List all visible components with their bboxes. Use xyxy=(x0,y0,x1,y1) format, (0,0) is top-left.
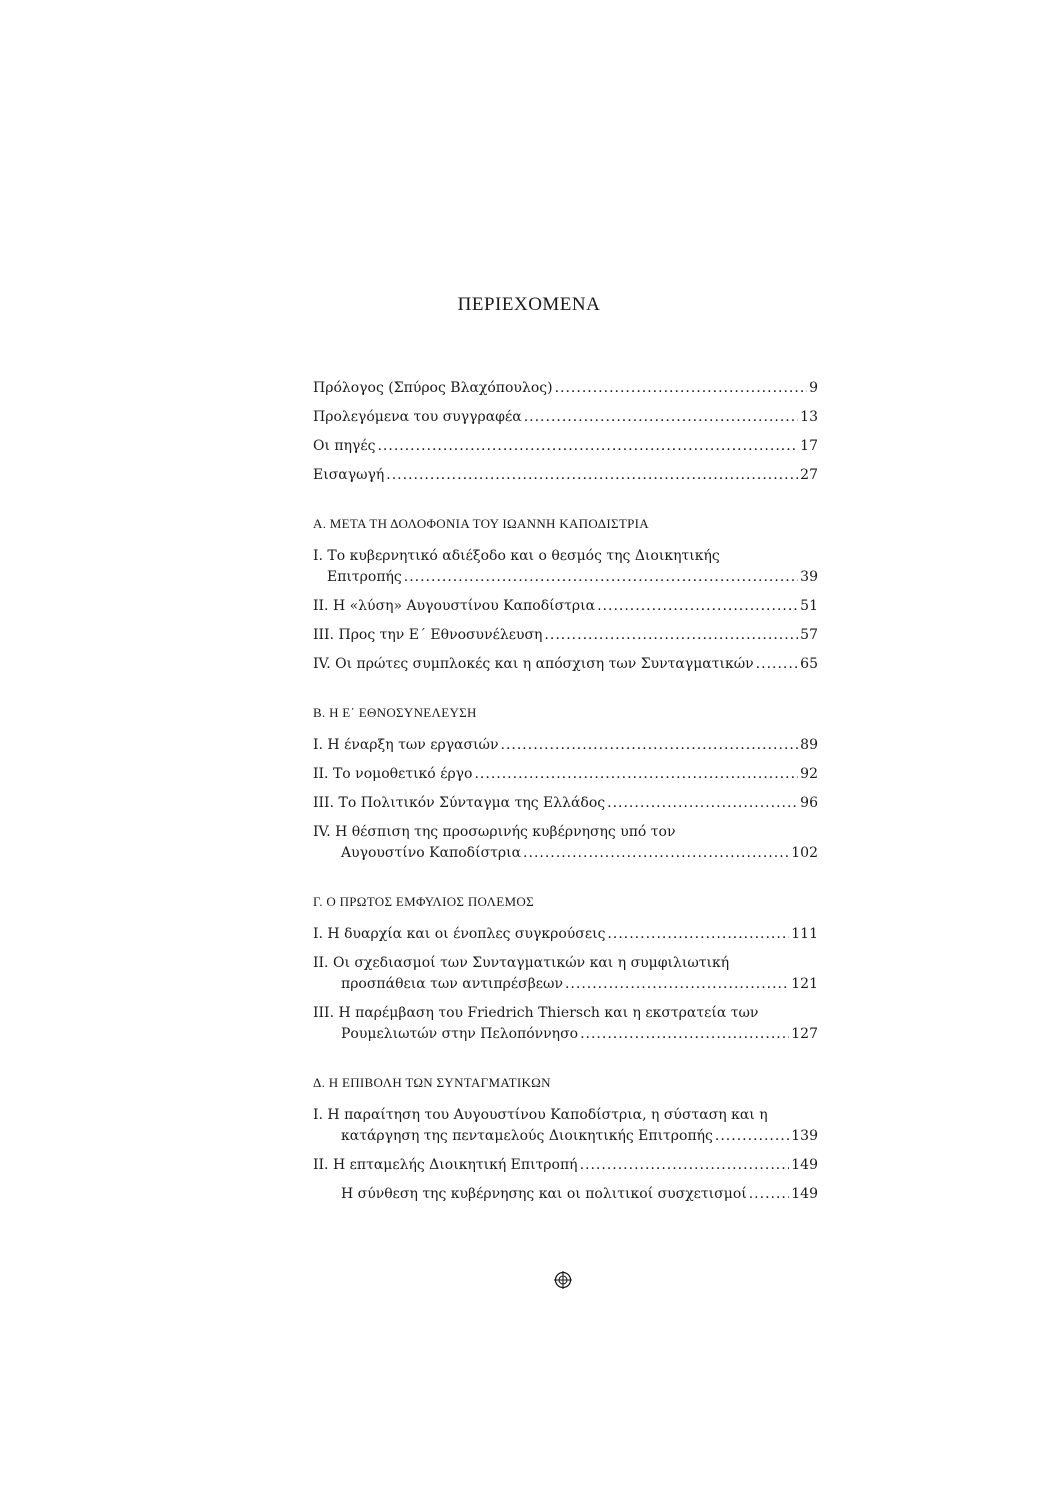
toc-entry[interactable] xyxy=(313,1105,818,1147)
toc-entry[interactable] xyxy=(313,1184,818,1205)
table-of-contents xyxy=(313,378,818,1213)
toc-entry-title: Ρουμελιωτών στην Πελοπόννησο xyxy=(341,1026,579,1042)
toc-entry[interactable] xyxy=(313,1155,818,1176)
page-number: 127 xyxy=(791,1026,818,1042)
page-number: 96 xyxy=(800,795,818,811)
page-number: 89 xyxy=(800,737,818,753)
dot-leader xyxy=(715,1126,789,1147)
toc-entry[interactable] xyxy=(313,625,818,646)
toc-entry-title: ΙΙ. Το νομοθετικό έργο xyxy=(313,766,473,782)
dot-leader xyxy=(386,465,798,486)
toc-entry-title: κατάργηση της πενταμελούς Διοικητικής Επιτροπής xyxy=(341,1128,713,1144)
dot-leader xyxy=(756,654,799,675)
toc-entry-title: ΙΙΙ. Το Πολιτικόν Σύνταγμα της Ελλάδος xyxy=(313,795,606,811)
toc-entry-title: Εισαγωγή xyxy=(313,467,385,483)
toc-entry[interactable] xyxy=(313,407,818,428)
toc-entry-title: Ι. Η παραίτηση του Αυγουστίνου Καποδίστρια, η σύσταση και η xyxy=(313,1107,768,1123)
page-title: ΠΕΡΙΕΧΟΜΕΝΑ xyxy=(457,294,601,315)
dot-leader xyxy=(607,793,798,814)
page-number: 121 xyxy=(791,976,818,992)
toc-entry[interactable] xyxy=(313,924,818,945)
toc-entry[interactable] xyxy=(313,793,818,814)
toc-entry[interactable] xyxy=(313,1003,818,1045)
toc-entry[interactable] xyxy=(313,378,818,399)
toc-entry[interactable] xyxy=(313,822,818,864)
page-number: 39 xyxy=(800,569,818,585)
page-number: 139 xyxy=(791,1128,818,1144)
toc-entry-title: ΙΙΙ. Προς την Ε΄ Εθνοσυνέλευση xyxy=(313,627,543,643)
dot-leader xyxy=(580,1024,789,1045)
page-number: 102 xyxy=(791,845,818,861)
page-number: 17 xyxy=(800,438,818,454)
dot-leader xyxy=(597,596,798,617)
toc-entry-title: Η σύνθεση της κυβέρνησης και οι πολιτικοί συσχετισμοί xyxy=(341,1186,747,1202)
toc-entry[interactable] xyxy=(313,735,818,756)
section-heading: Β. Η Ε΄ ΕΘΝΟΣΥΝΕΛΕΥΣΗ xyxy=(313,705,477,720)
page-number: 13 xyxy=(800,409,818,425)
toc-entry[interactable] xyxy=(313,465,818,486)
dot-leader xyxy=(523,843,789,864)
toc-entry-title: Ι. Η έναρξη των εργασιών xyxy=(313,737,499,753)
toc-entry[interactable] xyxy=(313,546,818,588)
toc-entry-title: ΙV. Η θέσπιση της προσωρινής κυβέρνησης υπό τον xyxy=(313,824,676,840)
dot-leader xyxy=(474,764,798,785)
toc-entry-title: ΙΙΙ. Η παρέμβαση του Friedrich Thiersch και η εκστρατεία των xyxy=(313,1005,759,1021)
toc-entry-title: Ι. Η δυαρχία και οι ένοπλες συγκρούσεις xyxy=(313,926,606,942)
page-number: 149 xyxy=(791,1186,818,1202)
toc-entry-title: Αυγουστίνο Καποδίστρια xyxy=(341,845,522,861)
page-number: 65 xyxy=(800,656,818,672)
toc-entry-title: ΙΙ. Οι σχεδιασμοί των Συνταγματικών και η συμφιλιωτική xyxy=(313,955,730,971)
toc-entry[interactable] xyxy=(313,436,818,457)
toc-entry-title: Οι πηγές xyxy=(313,438,376,454)
dot-leader xyxy=(501,735,799,756)
toc-entry[interactable] xyxy=(313,654,818,675)
page-number: 149 xyxy=(791,1157,818,1173)
dot-leader xyxy=(404,567,798,588)
page-number: 57 xyxy=(800,627,818,643)
toc-entry-title: Προλεγόμενα του συγγραφέα xyxy=(313,409,522,425)
dot-leader xyxy=(749,1184,790,1205)
page-number: 9 xyxy=(809,380,818,396)
toc-entry[interactable] xyxy=(313,596,818,617)
toc-entry-title: Πρόλογος (Σπύρος Βλαχόπουλος) xyxy=(313,380,553,396)
page-number: 27 xyxy=(800,467,818,483)
dot-leader xyxy=(565,974,789,995)
toc-entry-title: ΙV. Οι πρώτες συμπλοκές και η απόσχιση των Συνταγματικών xyxy=(313,656,754,672)
section-heading: Γ. Ο ΠΡΩΤΟΣ ΕΜΦΥΛΙΟΣ ΠΟΛΕΜΟΣ xyxy=(313,894,534,909)
section-heading: Α. ΜΕΤΑ ΤΗ ΔΟΛΟΦΟΝΙΑ ΤΟΥ ΙΩΑΝΝΗ ΚΑΠΟΔΙΣΤΡΙΑ xyxy=(313,516,649,531)
dot-leader xyxy=(544,625,798,646)
toc-entry-title: προσπάθεια των αντιπρέσβεων xyxy=(341,976,563,992)
page-number: 51 xyxy=(800,598,818,614)
toc-entry-title: Ι. Το κυβερνητικό αδιέξοδο και ο θεσμός της Διοικητικής xyxy=(313,548,720,564)
dot-leader xyxy=(377,436,798,457)
toc-entry[interactable] xyxy=(313,953,818,995)
page-number: 111 xyxy=(791,926,818,942)
registration-mark-icon xyxy=(554,1271,572,1289)
toc-entry-title: ΙΙ. Η επταμελής Διοικητική Επιτροπή xyxy=(313,1157,578,1173)
dot-leader xyxy=(524,407,798,428)
dot-leader xyxy=(607,924,789,945)
page-number: 92 xyxy=(800,766,818,782)
dot-leader xyxy=(555,378,808,399)
dot-leader xyxy=(580,1155,790,1176)
toc-entry[interactable] xyxy=(313,764,818,785)
section-heading: Δ. Η ΕΠΙΒΟΛΗ ΤΩΝ ΣΥΝΤΑΓΜΑΤΙΚΩΝ xyxy=(313,1075,551,1090)
toc-entry-title: Επιτροπής xyxy=(327,569,402,585)
toc-entry-title: ΙΙ. Η «λύση» Αυγουστίνου Καποδίστρια xyxy=(313,598,596,614)
